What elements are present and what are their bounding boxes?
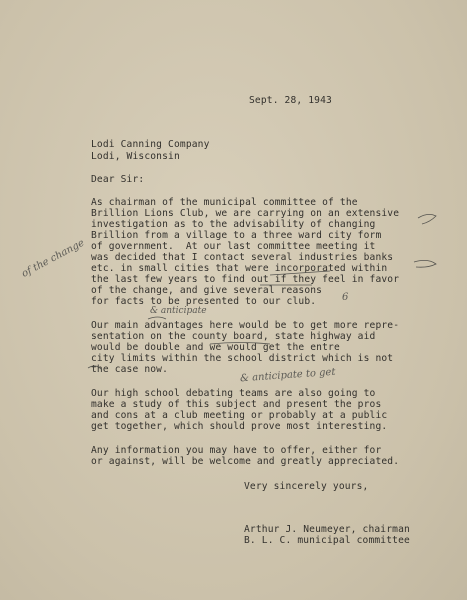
body-line: Our main advantages here would be to get more repre- bbox=[91, 320, 400, 331]
body-line: Brillion from a village to a three ward city form bbox=[91, 230, 382, 241]
signature-line: B. L. C. municipal committee bbox=[244, 535, 410, 546]
recipient-line: Lodi Canning Company bbox=[91, 139, 210, 150]
closing: Very sincerely yours, bbox=[244, 481, 369, 492]
body-line: investigation as to the advisability of changing bbox=[91, 219, 376, 230]
handwritten-note: & anticipate bbox=[150, 306, 207, 316]
body-line: of government. At our last committee meeting it bbox=[91, 241, 376, 252]
body-line: As chairman of the municipal committee of the bbox=[91, 197, 358, 208]
handwritten-mark: 6 bbox=[342, 292, 349, 303]
body-line: of the change, and give several reasons bbox=[91, 285, 323, 296]
letter-date: Sept. 28, 1943 bbox=[249, 95, 332, 106]
salutation: Dear Sir: bbox=[91, 174, 145, 185]
body-line: Brillion Lions Club, we are carrying on an extensive bbox=[91, 208, 400, 219]
body-line: get together, which should prove most interesting. bbox=[91, 421, 388, 432]
body-line: Our high school debating teams are also going to bbox=[91, 388, 376, 399]
body-line: was decided that I contact several industries banks bbox=[91, 252, 394, 263]
body-line: and cons at a club meeting or probably at a public bbox=[91, 410, 388, 421]
body-line: sentation on the county board, state highway aid bbox=[91, 331, 376, 342]
body-line: would be double and we would get the entre bbox=[91, 342, 340, 353]
handwritten-margin-note: of the change bbox=[20, 237, 87, 280]
body-line: etc. in small cities that were incorporated within bbox=[91, 263, 388, 274]
body-line: make a study of this subject and present the pros bbox=[91, 399, 382, 410]
body-line: or against, will be welcome and greatly appreciated. bbox=[91, 456, 400, 467]
body-line: city limits within the school district which is not bbox=[91, 353, 394, 364]
pencil-scribble bbox=[414, 260, 436, 267]
body-line: the case now. bbox=[91, 364, 169, 375]
body-line: the last few years to find out if they feel in favor bbox=[91, 274, 400, 285]
body-line: Any information you may have to offer, either for bbox=[91, 445, 382, 456]
recipient-line: Lodi, Wisconsin bbox=[91, 151, 180, 162]
pencil-scribble bbox=[148, 317, 166, 319]
handwritten-note: & anticipate to get bbox=[239, 366, 336, 385]
body-line: for facts to be presented to our club. bbox=[91, 296, 317, 307]
pencil-scribble bbox=[418, 214, 436, 224]
signature-line: Arthur J. Neumeyer, chairman bbox=[244, 524, 410, 535]
